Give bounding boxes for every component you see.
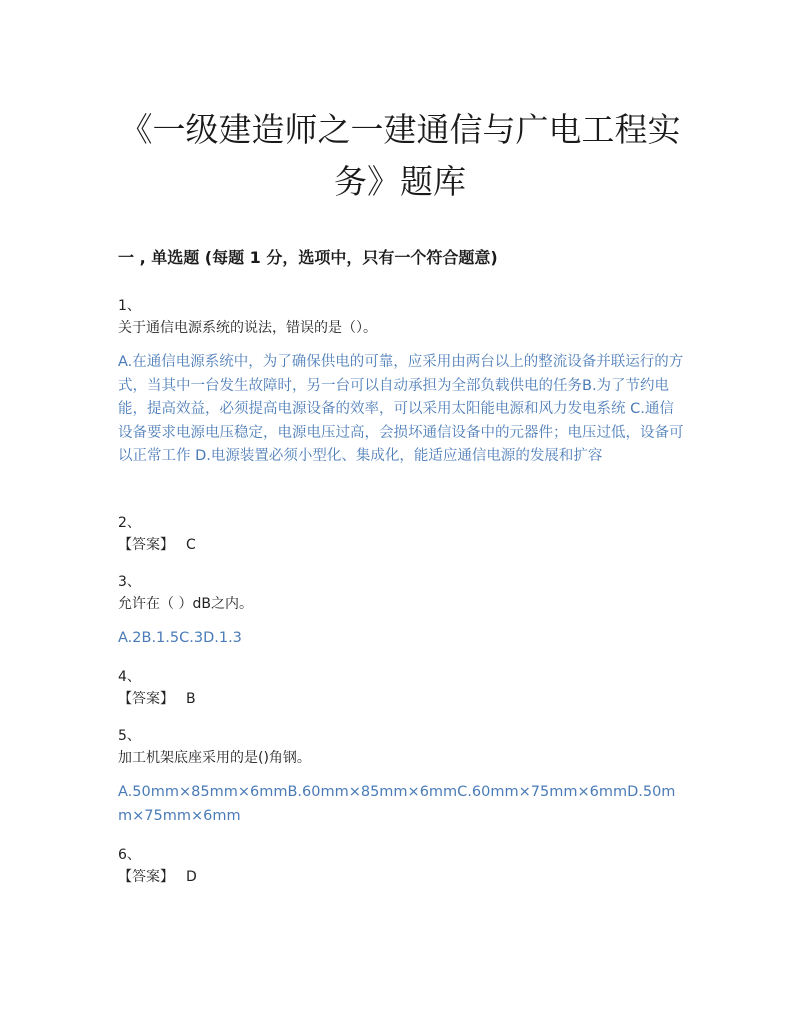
answer-row: [118, 689, 196, 709]
answer-label: 【答案】: [118, 869, 174, 885]
answer-label: 【答案】: [118, 537, 174, 553]
question-text: 允许在（ ）dB之内。: [118, 596, 253, 612]
question-options: A.2B.1.5C.3D.1.3: [118, 630, 242, 646]
question-number: 4、: [118, 669, 141, 685]
question-text: 关于通信电源系统的说法，错误的是（）。: [118, 320, 377, 336]
question-number: 2、: [118, 515, 141, 531]
answer-row: [118, 535, 196, 555]
question-options: A.50mm×85mm×6mmB.60mm×85mm×6mmC.60mm×75mm×6mmD.50mm×75mm×6mm: [118, 784, 676, 824]
question-number: 3、: [118, 574, 141, 590]
question-options: A.在通信电源系统中，为了确保供电的可靠，应采用由两台以上的整流设备并联运行的方式，当其中一台发生故障时，另一台可以自动承担为全部负载供电的任务B.为了节约电能，提高效益，必须提高电源设备的效率，可以采用太阳能电源和风力发电系统 C.通信设备要求电源电压稳定，电源电压过高，会损坏通信设备中的元器件；电压过低，设备可以正常工作 D.电源装置必须小型化、集成化，能适应通信电源的发展和扩容: [118, 354, 684, 464]
answer-value: B: [186, 691, 196, 707]
question-text: 加工机架底座采用的是()角钢。: [118, 750, 311, 766]
question-number: 5、: [118, 728, 141, 744]
question-number: 6、: [118, 847, 141, 863]
answer-value: C: [186, 537, 196, 553]
section-heading: 一 , 单选题 (每题 1 分，选项中，只有一个符合题意): [118, 248, 498, 267]
answer-label: 【答案】: [118, 691, 174, 707]
question-number: 1、: [118, 298, 141, 314]
document-title: 《一级建造师之一建通信与广电工程实务》题库: [119, 110, 681, 201]
answer-row: [118, 867, 197, 887]
answer-value: D: [186, 869, 197, 885]
